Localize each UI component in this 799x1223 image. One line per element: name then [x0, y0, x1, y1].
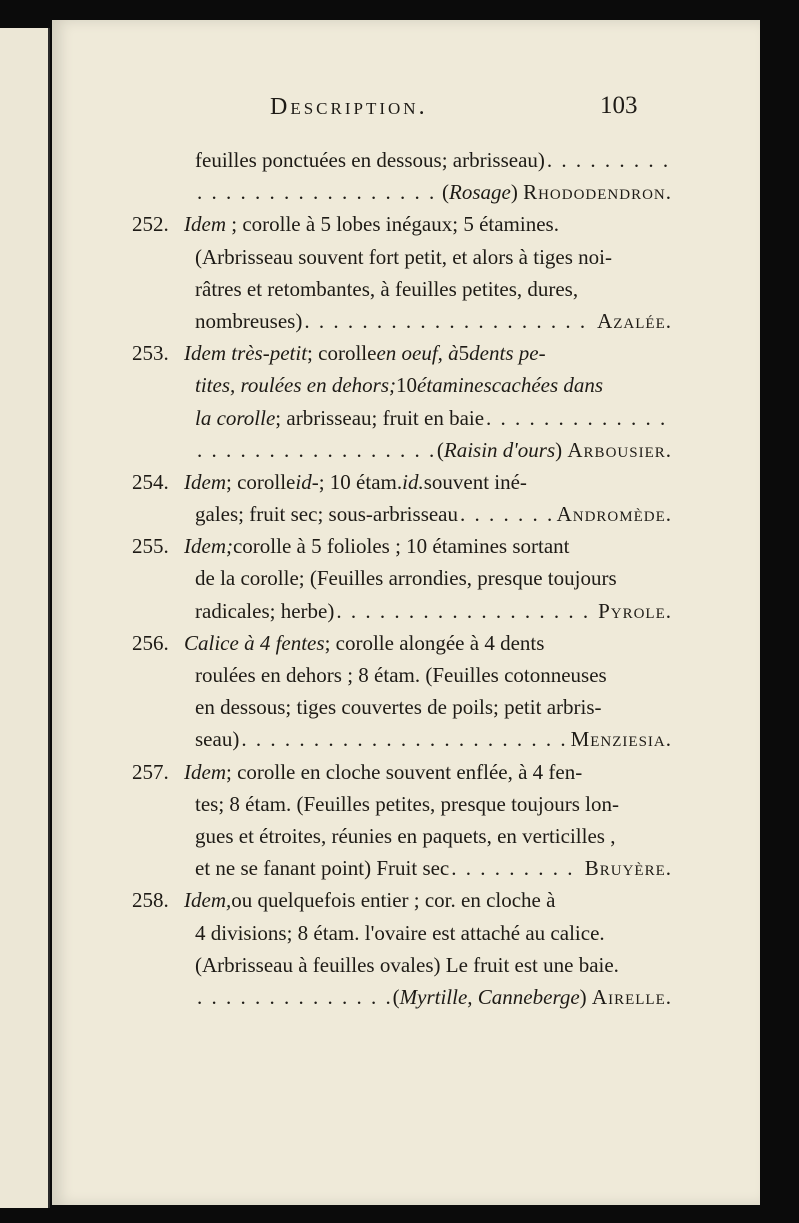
text-line — [132, 176, 672, 208]
line-text: en dessous; tiges couvertes de poils; petit arbris- — [195, 695, 602, 720]
line-text: seau) — [195, 727, 240, 752]
common-name: Myrtille, Canneberge — [399, 984, 580, 1009]
running-title: Description. — [270, 94, 428, 120]
dot-leader — [241, 723, 568, 755]
line-text: id. — [402, 469, 424, 494]
paren-open: ( — [436, 437, 444, 462]
dot-leader — [197, 434, 435, 466]
text-line — [132, 627, 672, 659]
page-number: 103 — [600, 92, 638, 119]
line-text: ; corolle — [225, 469, 296, 494]
line-text: feuilles ponctuées en dessous; arbrisseau) — [195, 148, 545, 172]
line-text: ; 10 étam. — [318, 469, 403, 494]
line-text: tites, roulées en dehors; — [195, 373, 397, 398]
text-line — [132, 402, 672, 434]
genus-name: Bruyère. — [584, 856, 672, 881]
paren-open: ( — [442, 180, 449, 205]
text-line — [132, 562, 672, 594]
line-text: cachées dans — [491, 373, 604, 398]
text-line — [132, 788, 672, 820]
dot-leader — [460, 498, 555, 530]
text-line — [132, 498, 672, 530]
line-text: Idem — [184, 759, 226, 784]
facing-page-edge — [0, 28, 50, 1208]
common-name: Rosage — [449, 180, 511, 205]
line-text: ; corolle — [307, 341, 377, 366]
line-text: id- — [295, 469, 319, 494]
line-text: Calice à 4 fentes — [184, 630, 325, 655]
dot-leader — [336, 595, 596, 627]
line-text: de la corolle; (Feuilles arrondies, presque toujours — [195, 566, 617, 591]
entry-number: 253. — [132, 341, 169, 366]
line-text: (Arbrisseau souvent fort petit, et alors à tiges noi- — [195, 244, 612, 269]
text-line — [132, 208, 672, 240]
text-line — [132, 305, 672, 337]
dot-leader — [547, 144, 670, 176]
genus-name: Menziesia. — [570, 727, 672, 752]
line-text: ; arbrisseau; fruit en baie — [275, 405, 485, 430]
page-body — [132, 144, 672, 1013]
entry-number: 256. — [132, 630, 169, 655]
line-text: 10 — [396, 373, 418, 398]
entry-number: 258. — [132, 888, 169, 913]
dot-leader — [197, 981, 391, 1013]
line-text: râtres et retombantes, à feuilles petites, dures, — [195, 276, 579, 301]
genus-name: Arbousier. — [567, 437, 672, 462]
line-text: radicales; herbe) — [195, 598, 335, 623]
line-text: Idem très-petit — [184, 341, 308, 366]
text-line — [132, 337, 672, 369]
text-line — [132, 530, 672, 562]
line-text: gues et étroites, réunies en paquets, en verticilles , — [195, 823, 616, 848]
text-line — [132, 595, 672, 627]
text-line — [132, 434, 672, 466]
dot-leader — [451, 852, 582, 884]
paren-open: ( — [392, 984, 400, 1009]
genus-name: Andromède. — [556, 502, 672, 527]
entry-number: 257. — [132, 759, 169, 784]
text-line — [132, 659, 672, 691]
text-line — [132, 756, 672, 788]
text-line — [132, 884, 672, 916]
line-text: souvent iné- — [423, 469, 527, 494]
entry-number: 255. — [132, 534, 169, 559]
text-line — [132, 723, 672, 755]
text-line — [132, 144, 672, 176]
line-text: nombreuses) — [195, 308, 303, 333]
line-text: Idem — [184, 469, 226, 494]
entry-number: 252. — [132, 212, 169, 237]
line-text: la corolle — [195, 405, 276, 430]
genus-name: Pyrole. — [598, 598, 672, 623]
text-line — [132, 917, 672, 949]
line-text: Idem — [184, 212, 226, 237]
line-text: ou quelquefois entier ; cor. en cloche à — [231, 888, 556, 913]
text-line — [132, 691, 672, 723]
genus-name: Azalée. — [597, 308, 672, 333]
entry-number: 254. — [132, 469, 169, 494]
text-line — [132, 241, 672, 273]
book-page — [52, 20, 760, 1205]
paren-close: ) — [510, 180, 518, 205]
text-line — [132, 273, 672, 305]
line-text: ; corolle alongée à 4 dents — [324, 630, 545, 655]
line-text: corolle à 5 folioles ; 10 étamines sortant — [232, 534, 570, 559]
line-text: dents pe- — [469, 341, 546, 366]
dot-leader — [486, 402, 670, 434]
line-text: 4 divisions; 8 étam. l'ovaire est attaché au calice. — [195, 920, 605, 945]
line-text: (Arbrisseau à feuilles ovales) Le fruit est une baie. — [195, 952, 619, 977]
line-text: en oeuf, à — [376, 341, 459, 366]
text-line — [132, 466, 672, 498]
text-line — [132, 949, 672, 981]
genus-name: Rhododendron. — [523, 180, 672, 205]
text-line — [132, 981, 672, 1013]
page-header — [52, 94, 760, 134]
line-text: ; corolle en cloche souvent enflée, à 4 fen- — [225, 759, 583, 784]
line-text: gales; fruit sec; sous-arbrisseau — [195, 502, 459, 527]
dot-leader — [304, 305, 595, 337]
line-text: ; corolle à 5 lobes inégaux; 5 étamines. — [231, 212, 559, 237]
line-text: Idem, — [184, 888, 232, 913]
text-line — [132, 820, 672, 852]
genus-name: Airelle. — [591, 984, 672, 1009]
line-text: Idem; — [184, 534, 233, 559]
line-text: étamines — [417, 373, 492, 398]
line-text: tes; 8 étam. (Feuilles petites, presque toujours lon- — [195, 791, 619, 816]
paren-close: ) — [555, 437, 563, 462]
dot-leader — [197, 176, 440, 208]
line-text: et ne se fanant point) Fruit sec — [195, 856, 450, 881]
paren-close: ) — [579, 984, 587, 1009]
line-text: 5 — [458, 341, 470, 366]
common-name: Raisin d'ours — [443, 437, 556, 462]
text-line — [132, 852, 672, 884]
text-line — [132, 369, 672, 401]
line-text: roulées en dehors ; 8 étam. (Feuilles cotonneuses — [195, 663, 607, 687]
